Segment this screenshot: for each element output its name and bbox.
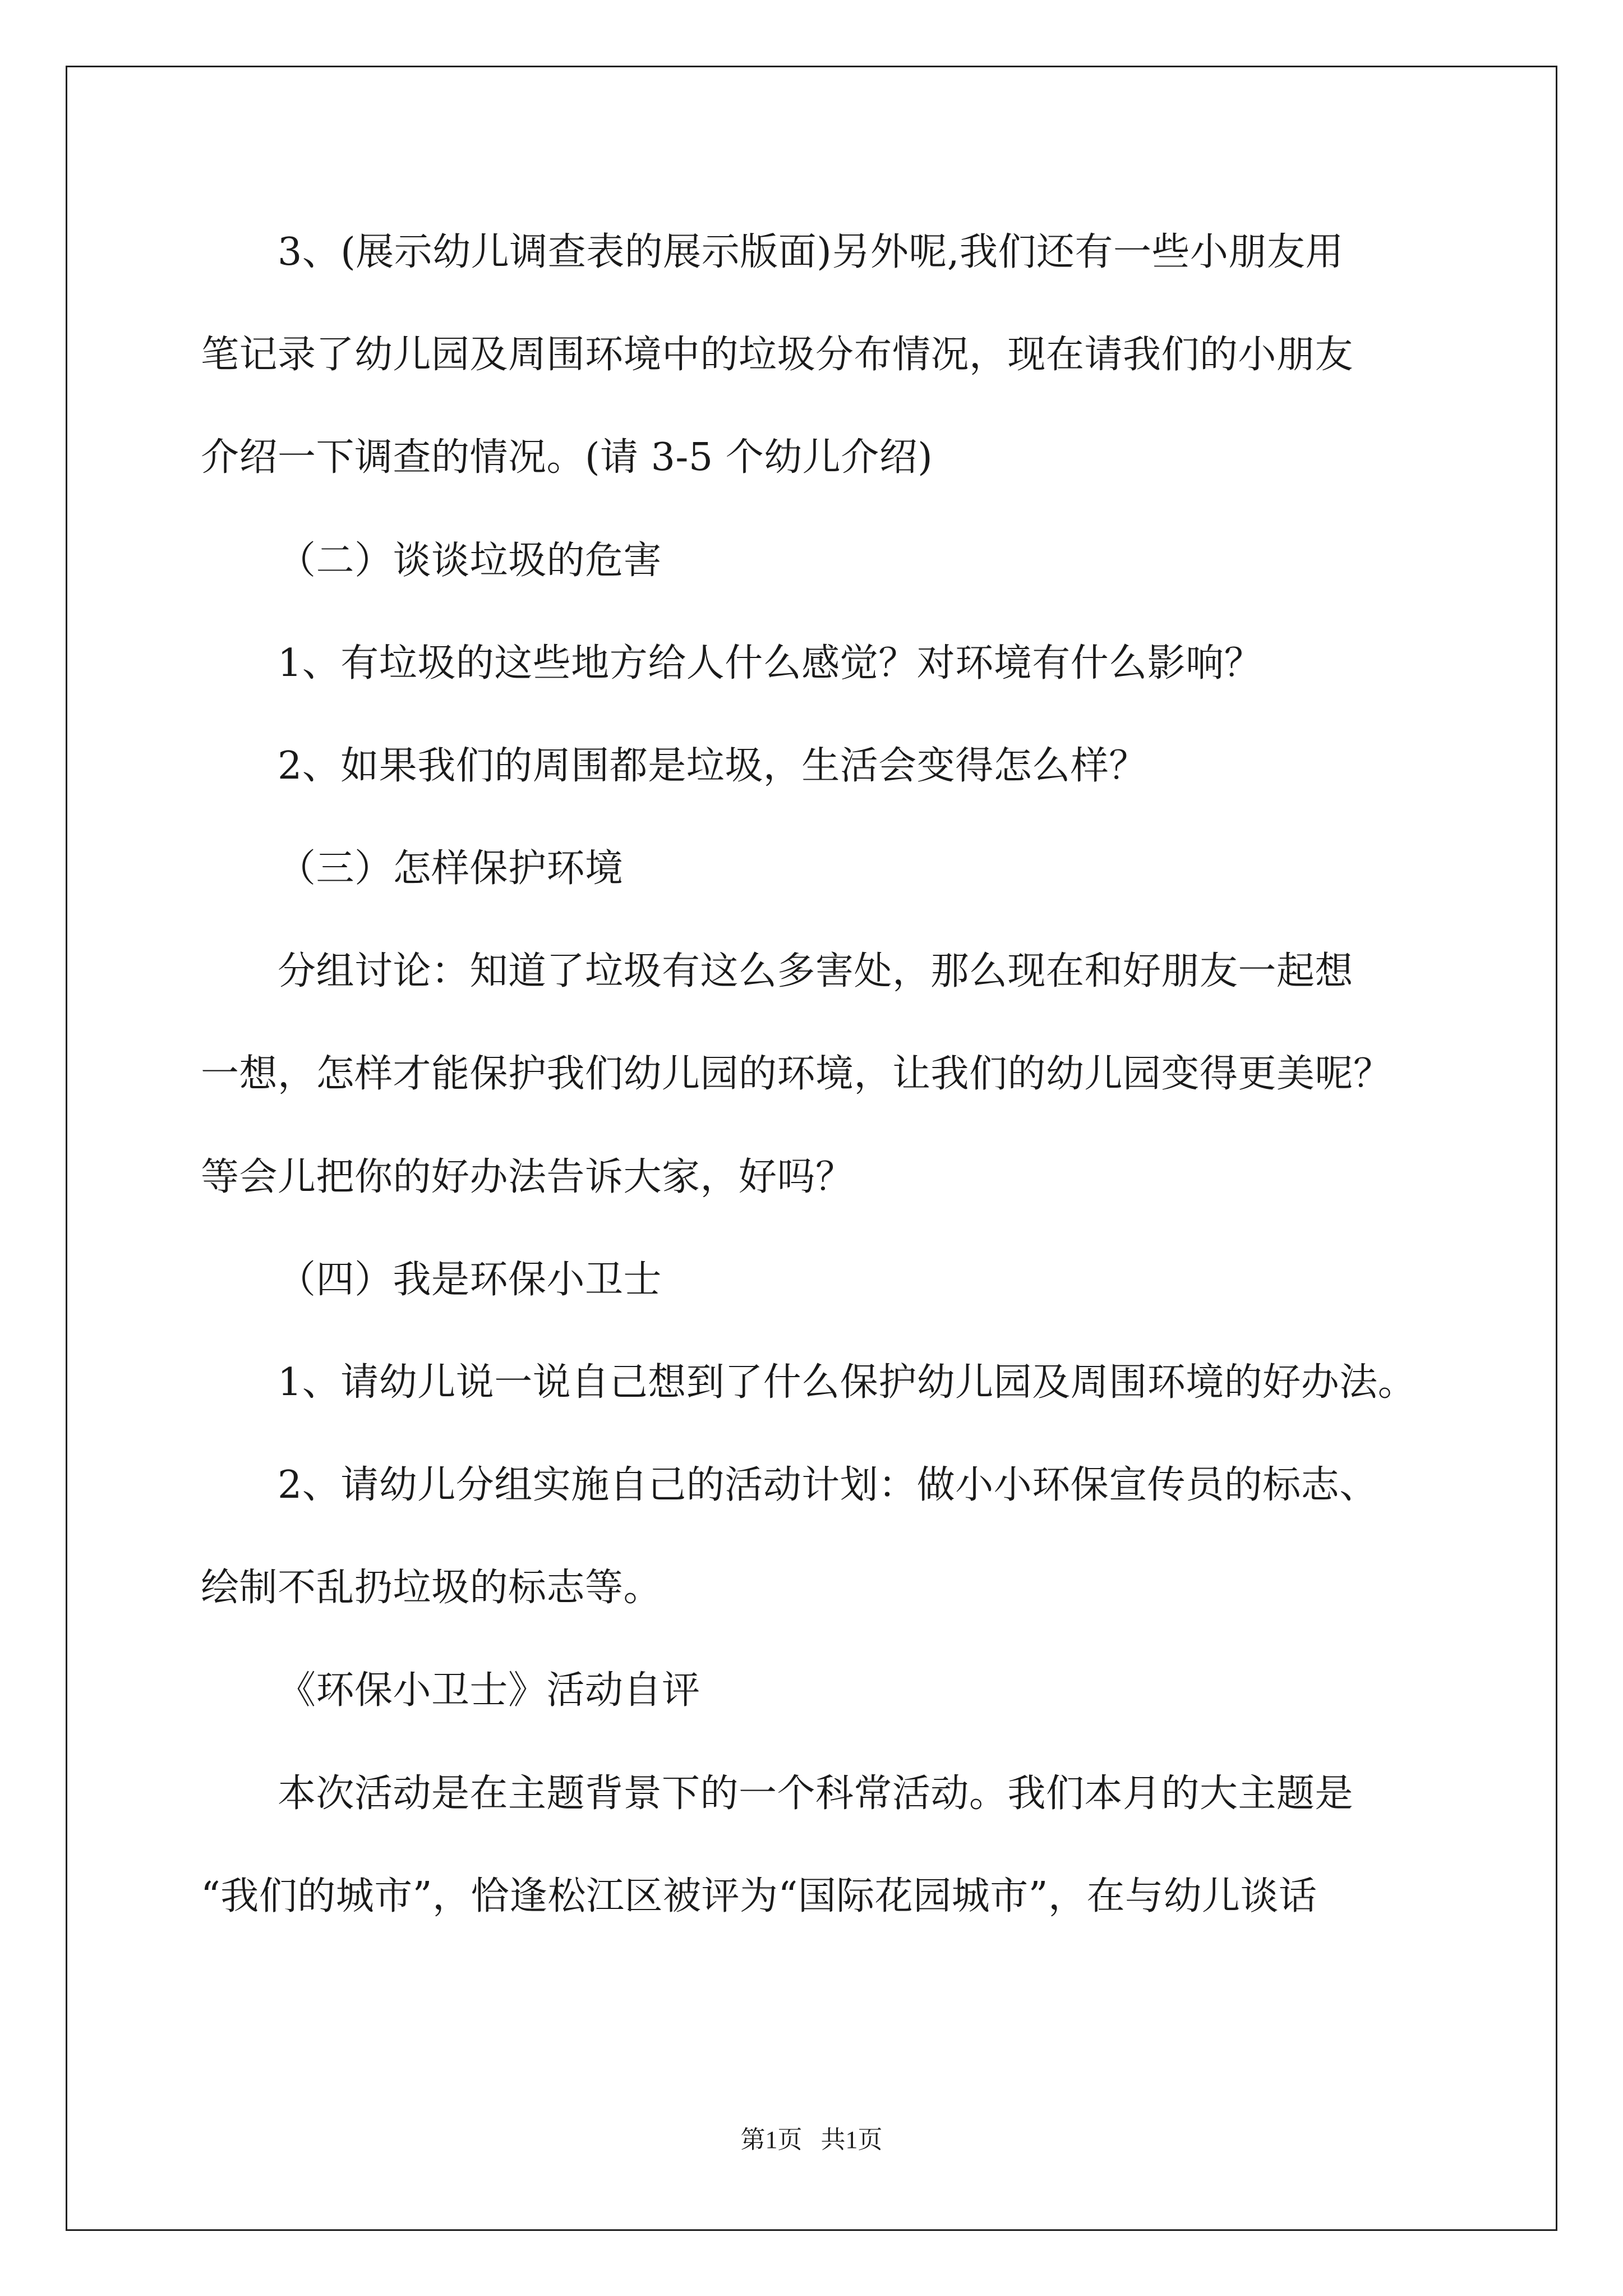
- list-item-2: 2、如果我们的周围都是垃圾，生活会变得怎么样？: [278, 744, 1147, 788]
- paragraph-line-4: 分组讨论：知道了垃圾有这么多害处，那么现在和好朋友一起想: [278, 949, 1354, 993]
- section-heading-3: （三）怎样保护环境: [278, 846, 624, 891]
- section-heading-4: （四）我是环保小卫士: [278, 1258, 662, 1302]
- list-item-1: 1、有垃圾的这些地方给人什么感觉？对环境有什么影响？: [278, 641, 1263, 685]
- paragraph-line-9: “我们的城市”，恰逢松江区被评为“国际花园城市”，在与幼儿谈话: [201, 1874, 1317, 1918]
- paragraph-line-1: 3、(展示幼儿调查表的展示版面)另外呢,我们还有一些小朋友用: [278, 230, 1344, 274]
- evaluation-title: 《环保小卫士》活动自评: [278, 1668, 700, 1713]
- paragraph-line-2: 笔记录了幼儿园及周围环境中的垃圾分布情况，现在请我们的小朋友: [201, 333, 1354, 377]
- paragraph-line-8: 本次活动是在主题背景下的一个科常活动。我们本月的大主题是: [278, 1772, 1354, 1816]
- paragraph-line-7: 绘制不乱扔垃圾的标志等。: [201, 1566, 662, 1610]
- paragraph-line-5: 一想，怎样才能保护我们幼儿园的环境，让我们的幼儿园变得更美呢？: [201, 1052, 1392, 1096]
- list-item-3: 1、请幼儿说一说自己想到了什么保护幼儿园及周围环境的好办法。: [278, 1360, 1417, 1405]
- paragraph-line-3: 介绍一下调查的情况。(请 3-5 个幼儿介绍): [201, 435, 933, 480]
- section-heading-2: （二）谈谈垃圾的危害: [278, 539, 662, 583]
- paragraph-line-6: 等会儿把你的好办法告诉大家，好吗？: [201, 1155, 854, 1199]
- page-footer: 第1页 共1页: [740, 2126, 883, 2154]
- list-item-4: 2、请幼儿分组实施自己的活动计划：做小小环保宣传员的标志、: [278, 1463, 1378, 1507]
